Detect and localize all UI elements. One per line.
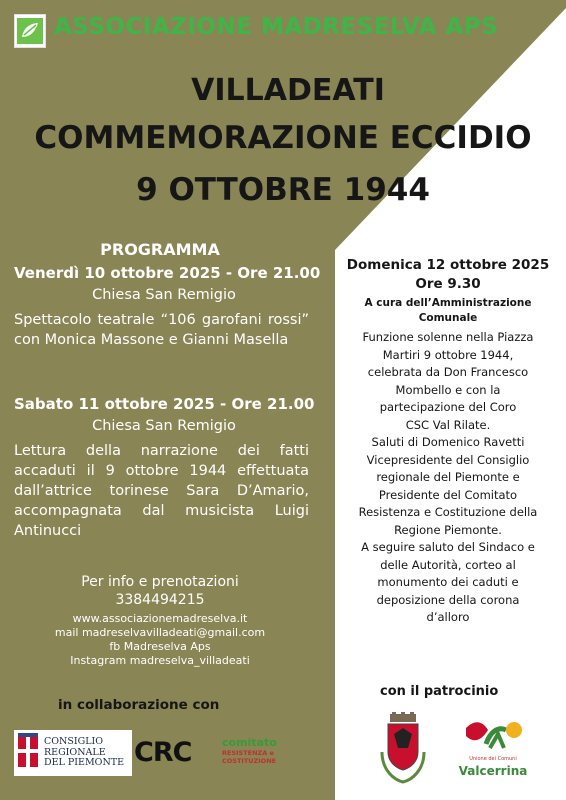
comitato-sub-line-2: COSTITUZIONE [222, 757, 277, 765]
comitato-logo [222, 736, 292, 770]
sunday-line: monumento dei caduti e [377, 575, 519, 589]
info-mail: mail madreselvavilladeati@gmail.com [54, 626, 266, 639]
comitato-subtitle [222, 749, 292, 765]
event1-place: Chiesa San Remigio [92, 287, 236, 303]
crc-text: CRC [134, 736, 192, 768]
madreselva-logo-icon [14, 14, 46, 48]
sunday-line: Resistenza e Costituzione della [358, 505, 538, 519]
sunday-date: Domenica 12 ottobre 2025 [346, 257, 550, 273]
organization-name: ASSOCIAZIONE MADRESELVA APS [54, 14, 499, 40]
sunday-organizer: A cura dell’Amministrazione Comunale [364, 297, 532, 324]
info-facebook: fb Madreselva Aps [109, 640, 211, 653]
info-phone: 3384494215 [115, 592, 205, 608]
sunday-description [336, 329, 560, 627]
sunday-line: CSC Val Rilate. [405, 417, 491, 432]
valcerrina-union-label: Unione dei Comuni [469, 756, 517, 762]
title-line-1: VILLADEATI [191, 73, 385, 108]
sunday-line: Mombello e con la [395, 382, 501, 397]
title-line-2: COMMEMORAZIONE ECCIDIO [34, 120, 532, 156]
sunday-line: regionale del Piemonte e [376, 470, 520, 484]
sunday-line: partecipazione del Coro [379, 400, 517, 414]
patronage-label: con il patrocinio [380, 684, 499, 699]
sunday-time: Ore 9.30 [415, 276, 481, 292]
info-heading: Per info e prenotazioni [81, 574, 239, 590]
crc-logo [134, 732, 222, 772]
comitato-title: comitato [222, 736, 277, 749]
event2-description: Lettura della narrazione dei fatti accaduti il 9 ottobre 1944 effettuata dall’attrice torinese Sara D’Amario, accompagnata dal musicista Luigi Antinucci [14, 443, 309, 539]
program-heading: PROGRAMMA [100, 240, 220, 259]
event2-place: Chiesa San Remigio [92, 418, 236, 434]
info-website: www.associazionemadreselva.it [72, 612, 248, 625]
info-instagram: Instagram madreselva_villadeati [70, 654, 250, 667]
sunday-line: d’alloro [426, 610, 470, 624]
sunday-line: Regione Piemonte. [394, 522, 502, 537]
sunday-line: deposizione della corona [376, 592, 520, 607]
unione-valcerrina-logo [458, 718, 528, 782]
comitato-sub-line-1: RESISTENZA e [222, 749, 274, 757]
collaboration-label: in collaborazione con [58, 697, 220, 713]
sunday-line: Funzione solenne nella Piazza [362, 330, 534, 344]
consiglio-regionale-logo [14, 730, 132, 776]
consiglio-line-3: DEL PIEMONTE [44, 757, 125, 769]
sunday-line: Presidente del Comitato [378, 487, 518, 502]
sunday-line: Martiri 9 ottobre 1944, [382, 347, 514, 362]
title-line-3: 9 OTTOBRE 1944 [136, 172, 430, 208]
event1-description: Spettacolo teatrale “106 garofani rossi” con Monica Massone e Gianni Masella [14, 312, 309, 348]
sunday-line: delle Autorità, corteo al [380, 557, 516, 572]
sunday-line: celebrata da Don Francesco [367, 365, 529, 379]
event2-datetime: Sabato 11 ottobre 2025 - Ore 21.00 [14, 395, 315, 413]
sunday-line: A seguire saluto del Sindaco e [361, 540, 535, 554]
valcerrina-emblem-icon [460, 718, 526, 752]
valcerrina-name: Valcerrina [458, 764, 528, 778]
event1-datetime: Venerdì 10 ottobre 2025 - Ore 21.00 [14, 264, 321, 282]
consiglio-line-1: CONSIGLIO [44, 736, 104, 748]
sunday-line: Saluti di Domenico Ravetti [371, 435, 525, 449]
piemonte-shield-icon [16, 733, 40, 773]
sunday-line: Vicepresidente del Consiglio [366, 452, 530, 467]
villadeati-coat-of-arms-icon [376, 712, 430, 786]
consiglio-line-2: REGIONALE [44, 746, 106, 758]
